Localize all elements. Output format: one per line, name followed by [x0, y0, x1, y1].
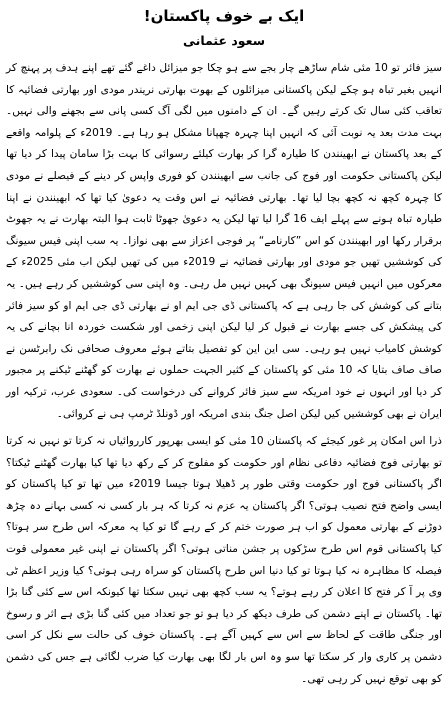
- article-page: [0, 6, 448, 714]
- article-paragraph: سیز فائر تو 10 مئی شام ساڑھے چار بجے سے ہو چکا جو میزائل داغے گئے تھے اپنے ہدف پر پہنچ کر انہیں بغیر تباہ ہو چکے لیکن پاکستانی میزائلوں کے بھوت بھارتی نریندر مودی اور بھارتی فضائیہ کا تعاقب کئی سال تک کرتے رہیں گے۔ ان کے دامنوں میں لگی آگ کسی پانی سے بجھنے والی نہیں۔ بہت مدت بعد یہ نوبت آئی کہ انہیں اپنا چہرہ چھپانا مشکل ہو رہا ہے۔ 2019ء کے پلوامہ واقعے کے بعد پاکستان نے ابھینندن کا طیارہ گرا کر بھارت کیلئے رسوائی کا بہت بڑا سامان پیدا کر دیا تھا لیکن پاکستانی حکومت اور فوج کی جانب سے ابھینندن کو فوری واپس کر دینے کے فیصلے نے مودی کا چہرہ کچھ نہ کچھ بچا لیا تھا۔ بھارتی فضائیہ نے اس وقت یہ دعویٰ کیا تھا کہ ابھینندن نے اپنا طیارہ تباہ ہونے سے پہلے ایف 16 گرا لیا تھا لیکن یہ دعویٰ جھوٹا ثابت ہوا البتہ بھارت نے یہ جھوٹ برقرار رکھا اور ابھینندن کو اس ”کارنامے“ پر فوجی اعزاز سے بھی نوازا۔ یہ سب اپنی فیس سیونگ کی کوششیں تھیں جو مودی اور بھارتی فضائیہ نے 2019ء میں کی تھیں لیکن اب مئی 2025ء کے معرکوں میں انہیں فیس سیونگ بھی کہیں نہیں مل رہی۔ وہ اپنی سی کوششیں کر رہے ہیں۔ یہ بتانے کی کوشش کی جا رہی ہے کہ پاکستانی ڈی جی ایم او نے بھارتی ڈی جی ایم او کو سیز فائر کی پیشکش کی جسے بھارت نے قبول کر لیا لیکن اپنی زخمی اور شکست خوردہ انا بچانے کی یہ کوشش کامیاب نہیں ہو رہی۔ سی این این کو تفصیل بتاتے ہوئے معروف صحافی نک رابرٹسن نے صاف صاف بتایا کہ 10 مئی کو پاکستان کے کثیر الجہت حملوں نے بھارت کو گھٹنے ٹیکنے پر مجبور کر دیا اور انہوں نے خود امریکہ سے سیز فائر کروانے کی درخواست کی۔ سعودی عرب، ترکیہ اور ایران نے بھی کوششیں کیں لیکن اصل جنگ بندی امریکہ اور ڈونلڈ ٹرمپ ہی نے کروائی۔: [6, 62, 443, 420]
- article-paragraph: ذرا اس امکان پر غور کیجئے کہ پاکستان 10 مئی کو ایسی بھرپور کارروائیاں نہ کرتا تو نہیں نہ کرتا تو بھارتی فوج فضائیہ دفاعی نظام اور حکومت کو مفلوج کر کے رکھ دیا تھا کیا بھارت گھٹنے ٹیکتا؟ اگر پاکستانی فوج اور حکومت وقتی طور پر ڈھیلا ہوتا جیسا 2019ء میں تھا تو کیا پاکستان کو ایسی واضح فتح نصیب ہوتی؟ اگر پاکستان یہ عزم نہ کرتا کہ ہر بار کسی نہ کسی بہانے دہ چڑھ دوڑنے کے بھارتی معمول کو اب ہر صورت ختم کر کے رہے گا تو کیا یہ معرکہ اس طرح سر ہوتا؟ کیا پاکستانی قوم اس طرح سڑکوں پر جشن مناتی ہوتی؟ اگر پاکستان نے اپنی غیر معمولی قوت فیصلہ کا مظاہرہ نہ کیا ہوتا تو کیا دنیا اس طرح پاکستان کو سراہ رہی ہوتی؟ کیا وزیر اعظم ٹی وی پر آ کر فتح کا اعلان کر رہے ہوتے؟ یہ سب کچھ بھی نہیں سکتا تھا کیونکہ اس سے کئی گنا بڑا تھا۔ پاکستان نے اپنے دشمن کی طرف دیکھ کر دیا ہو تو جو تعداد میں کئی گنا بڑی ہے اثر و رسوخ اور جنگی طاقت کے لحاظ سے اس سے کہیں آگے ہے۔ پاکستان خوف کی حالت سے نکل کر اسی دشمن پر کاری وار کر سکتا تھا سو وہ اس بار لگا بھی بھارت کیا ضرب لگائی ہے جس کی دشمن کو بھی توقع نہیں کر رہی تھی۔: [6, 435, 443, 685]
- article-body: [6, 58, 442, 690]
- article-title: ایک بے خوف پاکستان!: [143, 7, 305, 25]
- author-byline: سعود عثمانی: [182, 33, 265, 48]
